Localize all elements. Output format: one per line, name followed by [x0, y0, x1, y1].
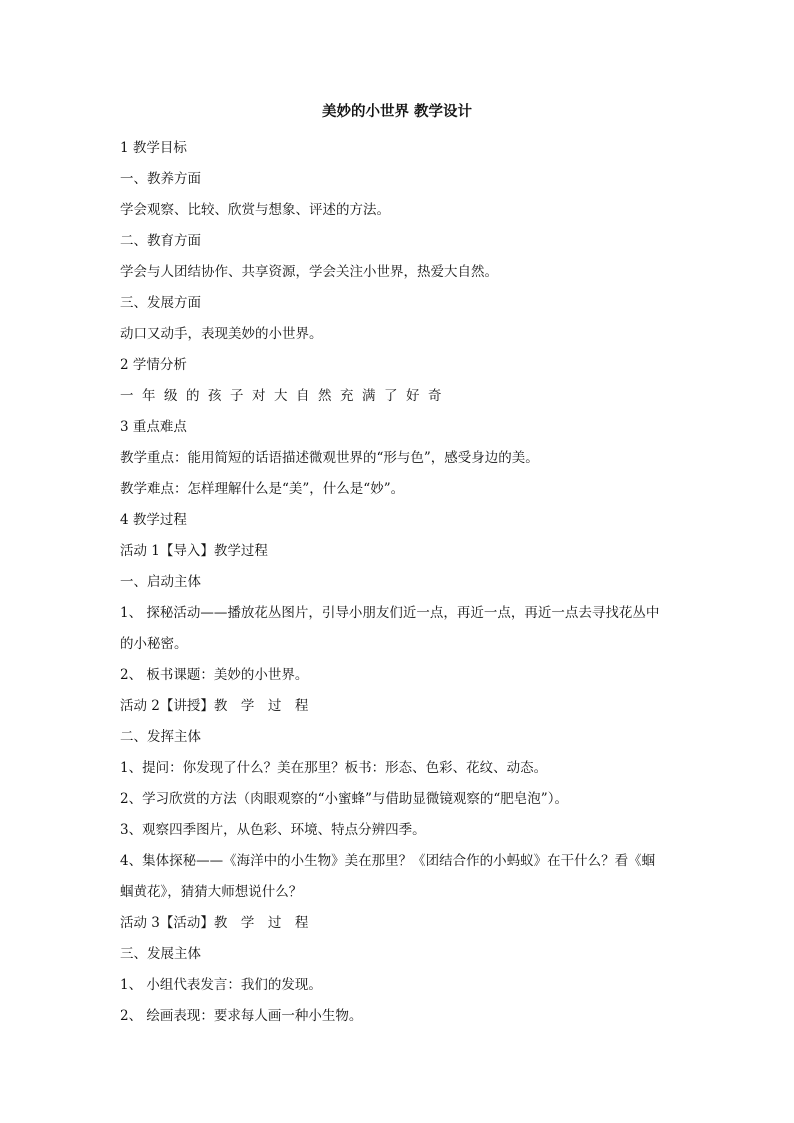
activity-heading: 活动 1【导入】教学过程 — [120, 543, 268, 559]
activity-heading: 活动 2【讲授】教 学 过 程 — [120, 698, 309, 714]
subheading-exert: 二、发挥主体 — [120, 729, 201, 745]
paragraph-line: 学会与人团结协作、共享资源，学会关注小世界，热爱大自然。 — [120, 264, 498, 280]
paragraph-line: 动口又动手，表现美妙的小世界。 — [120, 326, 323, 342]
paragraph-line: 2、 板书课题：美妙的小世界。 — [120, 667, 309, 683]
heading-teaching-process: 4 教学过程 — [120, 512, 187, 528]
subheading-development: 三、发展方面 — [120, 295, 201, 311]
page-title: 美妙的小世界 教学设计 — [321, 103, 473, 120]
paragraph-line: 的小秘密。 — [120, 636, 188, 652]
paragraph-line: 1、 探秘活动——播放花丛图片，引导小朋友们近一点，再近一点，再近一点去寻找花丛中 — [120, 605, 660, 621]
document-body — [120, 133, 680, 1032]
activity-heading: 活动 3【活动】教 学 过 程 — [120, 915, 309, 931]
heading-key-points: 3 重点难点 — [120, 419, 187, 435]
paragraph-line: 蝈黄花》，猜猜大师想说什么？ — [120, 884, 303, 900]
paragraph-line: 教学难点：怎样理解什么是“美”，什么是“妙”。 — [120, 481, 405, 497]
paragraph-line: 4、集体探秘——《海洋中的小生物》美在那里？《团结合作的小蚂蚁》在干什么？看《蝈 — [120, 853, 656, 869]
paragraph-line: 1、提问：你发现了什么？美在那里？板书：形态、色彩、花纹、动态。 — [120, 760, 548, 776]
subheading-develop: 三、发展主体 — [120, 946, 201, 962]
paragraph-line: 1、 小组代表发言：我们的发现。 — [120, 977, 322, 993]
subheading-cultivation: 一、教养方面 — [120, 171, 201, 187]
paragraph-line: 学会观察、比较、欣赏与想象、评述的方法。 — [120, 202, 390, 218]
paragraph-line: 3、观察四季图片，从色彩、环境、特点分辨四季。 — [120, 822, 426, 838]
paragraph-line: 2、 绘画表现：要求每人画一种小生物。 — [120, 1008, 363, 1024]
paragraph-line: 教学重点：能用简短的话语描述微观世界的“形与色”，感受身边的美。 — [120, 450, 539, 466]
subheading-education: 二、教育方面 — [120, 233, 201, 249]
heading-teaching-goals: 1 教学目标 — [120, 140, 187, 156]
heading-student-analysis: 2 学情分析 — [120, 357, 187, 373]
paragraph-line: 一年级的孩子对大自然充满了好奇 — [120, 388, 450, 404]
subheading-start: 一、启动主体 — [120, 574, 201, 590]
paragraph-line: 2、学习欣赏的方法（肉眼观察的“小蜜蜂”与借助显微镜观察的“肥皂泡”）。 — [120, 791, 568, 807]
